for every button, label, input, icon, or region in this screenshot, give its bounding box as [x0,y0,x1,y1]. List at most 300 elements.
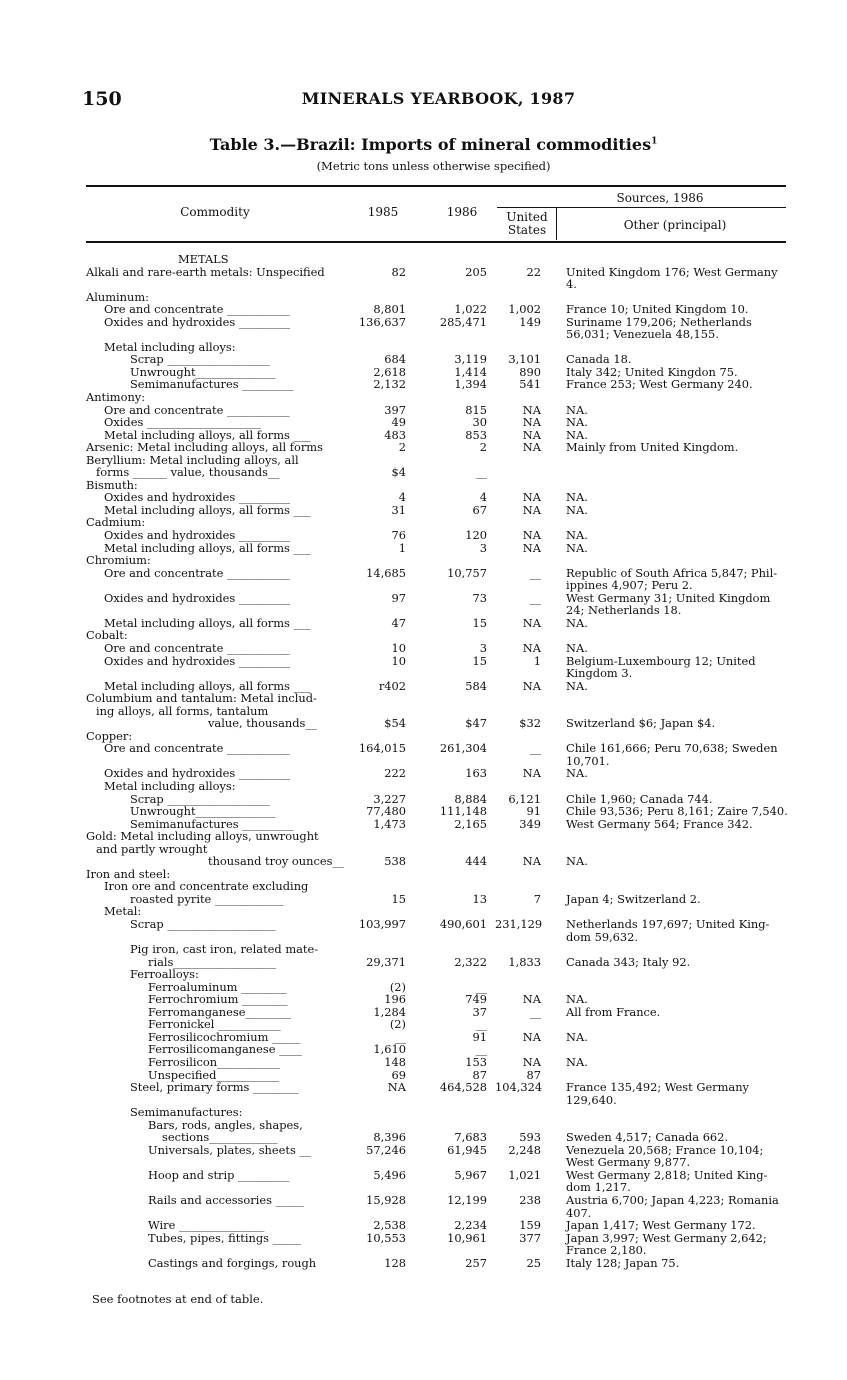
header-1985: 1985 [367,205,399,219]
table-row [0,805,847,818]
value-1986: 464,528 [439,1080,487,1095]
value-1985: 1 [398,540,406,555]
value-other-sources: NA. [566,1055,588,1069]
commodity-label: Oxides and hydroxides _________ [104,314,291,329]
commodity-label: Unwrought______________ [130,364,276,379]
value-united-states: 1 [533,653,541,668]
value-1985: 136,637 [358,314,406,329]
value-other-sources: 24; Netherlands 18. [566,603,682,618]
header-us-line2: States [507,223,547,237]
value-united-states: NA [522,502,541,517]
table-row [0,1106,847,1119]
value-united-states: 91 [526,804,541,819]
value-other-sources: France 10; United Kingdom 10. [566,302,749,317]
value-1986: 1,414 [454,364,487,379]
commodity-label: rials__________________ [148,954,276,969]
commodity-label: Metal including alloys, all forms ___ [104,502,311,517]
value-united-states: 349 [519,816,541,831]
table-row [0,981,847,994]
table-row [0,341,847,354]
commodity-label: Semimanufactures _________ [130,377,294,392]
commodity-label: Wire _______________ [148,1218,265,1233]
commodity-label: Antimony: [86,390,146,405]
value-united-states: 25 [526,1255,541,1270]
commodity-label: and partly wrought [96,841,208,856]
commodity-label: Semimanufactures: [130,1105,243,1120]
value-united-states: 1,021 [508,1167,541,1182]
commodity-label: Oxides ____________________ [104,415,261,430]
header-us-line1: United [506,210,548,224]
value-1986: 3 [479,540,487,555]
commodity-label: forms ______ value, thousands__ [96,465,280,480]
value-1985: 5,496 [373,1167,406,1182]
table-row [0,1006,847,1019]
value-1985: 2,618 [373,364,406,379]
commodity-label: Metal including alloys: [104,339,236,354]
value-other-sources: Japan 1,417; West Germany 172. [566,1218,756,1233]
value-1986: 91 [472,1029,487,1044]
value-united-states: NA [522,766,541,781]
value-1986: 261,304 [439,741,487,756]
commodity-label: Pig iron, cast iron, related mate- [130,942,319,957]
value-1985: 2,132 [373,377,406,392]
table-row [0,655,847,668]
value-united-states: __ [529,590,541,605]
commodity-label: Scrap ___________________ [130,916,276,931]
value-1985: 47 [391,615,406,630]
value-1986: 490,601 [439,916,487,931]
value-other-sources: West Germany 31; United Kingdom [566,590,771,605]
commodity-label: Hoop and strip _________ [148,1167,290,1182]
commodity-label: Metal including alloys, all forms ___ [104,427,311,442]
value-1985: 222 [384,766,406,781]
commodity-label: Iron ore and concentrate excluding [104,879,309,894]
table-row [0,931,847,944]
value-1985: 397 [384,402,406,417]
value-other-sources: NA. [566,528,588,543]
table-row [0,705,847,718]
value-other-sources: NA. [566,766,588,781]
value-other-sources: 4. [566,277,577,292]
value-other-sources: NA. [566,490,588,505]
value-other-sources: France 135,492; West Germany [566,1080,749,1095]
value-1986: 1,394 [454,377,487,392]
table-row [0,717,847,730]
table-body [0,253,847,1269]
value-1986: 10,757 [447,565,487,580]
value-1986: 4 [479,490,487,505]
table-row [0,1257,847,1270]
table-row [0,604,847,617]
commodity-label: Cadmium: [86,515,146,530]
value-united-states: 22 [526,264,541,279]
commodity-label: Ferroalloys: [130,967,199,982]
commodity-label: ing alloys, all forms, tantalum [96,703,269,718]
commodity-label: Oxides and hydroxides _________ [104,653,291,668]
value-1986: 1,022 [454,302,487,317]
value-other-sources: NA. [566,415,588,430]
value-1985: 1,473 [373,816,406,831]
commodity-label: Unwrought______________ [130,804,276,819]
header-top-rule [86,185,786,187]
value-1986: 5,967 [454,1167,487,1182]
header-commodity: Commodity [180,205,250,219]
value-1985: 10 [391,640,406,655]
value-united-states: 159 [519,1218,541,1233]
value-united-states: NA [522,1029,541,1044]
value-united-states: 2,248 [508,1142,541,1157]
commodity-label: Ferronickel ___________ [148,1017,281,1032]
value-united-states: 593 [519,1130,541,1145]
value-united-states: 890 [519,364,541,379]
value-united-states: NA [522,402,541,417]
value-other-sources: NA. [566,678,588,693]
table-row [0,303,847,316]
value-united-states: NA [522,415,541,430]
table-row [0,880,847,893]
value-1986: 815 [465,402,487,417]
value-other-sources: Kingdom 3. [566,666,633,681]
value-1986: 7,683 [454,1130,487,1145]
value-1985: __ [394,1029,406,1044]
value-united-states: 6,121 [508,791,541,806]
value-1985: 29,371 [366,954,406,969]
commodity-label: Copper: [86,728,133,743]
table-row [0,1244,847,1257]
value-1986: 163 [465,766,487,781]
commodity-label: Ore and concentrate ___________ [104,640,290,655]
commodity-label: Ore and concentrate ___________ [104,402,290,417]
commodity-label: sections____________ [162,1130,278,1145]
value-1985: 76 [391,528,406,543]
table-row [0,391,847,404]
commodity-label: Ore and concentrate ___________ [104,565,290,580]
commodity-label: Rails and accessories _____ [148,1193,305,1208]
commodity-label: Ferrosilicomanganese ____ [148,1042,302,1057]
value-1985: r402 [378,678,406,693]
value-1985: 4 [398,490,406,505]
table-row [0,328,847,341]
table-title-footnote: 1 [651,136,658,147]
value-1985: 2,538 [373,1218,406,1233]
commodity-label: Universals, plates, sheets __ [148,1142,311,1157]
commodity-label: Oxides and hydroxides _________ [104,528,291,543]
commodity-label: Ore and concentrate ___________ [104,741,290,756]
value-1985: 8,801 [373,302,406,317]
value-united-states: NA [522,992,541,1007]
value-1985: 10,553 [366,1230,406,1245]
value-1985: 57,246 [366,1142,406,1157]
table-row [0,1056,847,1069]
value-united-states: 87 [526,1067,541,1082]
value-other-sources: NA. [566,427,588,442]
commodity-label: roasted pyrite ____________ [130,891,284,906]
value-1985: 483 [384,427,406,442]
table-row [0,266,847,279]
value-united-states: 238 [519,1193,541,1208]
value-1985: 2 [398,440,406,455]
table-row [0,253,847,266]
value-1986: 749 [465,992,487,1007]
table-row [0,529,847,542]
commodity-label: Unspecified___________ [148,1067,280,1082]
commodity-label: Ferroaluminum ________ [148,979,287,994]
value-1986: 3 [479,640,487,655]
value-1986: 10,961 [447,1230,487,1245]
commodity-label: Ferrochromium ________ [148,992,288,1007]
value-united-states: $32 [519,716,541,731]
value-1986: 205 [465,264,487,279]
value-1986: 2 [479,440,487,455]
value-other-sources: dom 59,632. [566,929,639,944]
commodity-label: Ferrosilicon___________ [148,1055,280,1069]
table-row [0,1081,847,1094]
table-row [0,1169,847,1182]
value-1985: 31 [391,502,406,517]
value-1985: 1,610 [373,1042,406,1057]
table-row [0,1043,847,1056]
value-1985: 3,227 [373,791,406,806]
table-row [0,642,847,655]
page-number: 150 [82,88,122,110]
table-row [0,843,847,856]
table-row [0,1219,847,1232]
table-row [0,554,847,567]
table-row [0,1144,847,1157]
value-1985: 1,284 [373,1004,406,1019]
commodity-label: Metal including alloys, all forms ___ [104,615,311,630]
header-1986: 1986 [446,205,478,219]
value-united-states: 149 [519,314,541,329]
value-1986: 8,884 [454,791,487,806]
table-row [0,567,847,580]
table-row [0,592,847,605]
value-1985: 128 [384,1255,406,1270]
value-1985: $4 [391,465,406,480]
value-other-sources: Chile 93,536; Peru 8,161; Zaire 7,540. [566,804,788,819]
value-1985: 148 [384,1055,406,1069]
commodity-label: Oxides and hydroxides _________ [104,766,291,781]
commodity-label: Alkali and rare-earth metals: Unspecified [86,264,325,279]
value-1986: 13 [472,891,487,906]
value-1985: 82 [391,264,406,279]
value-1986: 15 [472,653,487,668]
value-1986: 257 [465,1255,487,1270]
value-1985: NA [387,1080,406,1095]
value-1986: 584 [465,678,487,693]
table-row [0,466,847,479]
value-1985: 15,928 [366,1193,406,1208]
table-row [0,316,847,329]
footer-note: See footnotes at end of table. [92,1292,264,1306]
value-1985: (2) [389,979,406,994]
value-1985: 103,997 [358,916,406,931]
value-1985: (2) [389,1017,406,1032]
value-united-states: NA [522,640,541,655]
table-subtitle: (Metric tons unless otherwise specified) [316,159,551,173]
value-other-sources: NA. [566,992,588,1007]
commodity-label: Metal: [104,904,142,919]
header-united-states [497,211,557,237]
value-1986: __ [475,465,487,480]
value-1985: $54 [384,716,406,731]
table-row [0,1094,847,1107]
table-row [0,742,847,755]
running-head: MINERALS YEARBOOK, 1987 [301,89,576,108]
value-other-sources: ippines 4,907; Peru 2. [566,578,693,593]
commodity-label: Columbium and tantalum: Metal includ- [86,691,317,706]
value-1986: __ [475,1017,487,1032]
value-other-sources: dom 1,217. [566,1180,631,1195]
value-other-sources: West Germany 9,877. [566,1155,691,1170]
value-other-sources: Italy 128; Japan 75. [566,1255,680,1270]
header-other: Other (principal) [623,218,727,232]
value-1985: 538 [384,854,406,869]
commodity-label: METALS [178,252,229,266]
value-united-states: __ [529,1004,541,1019]
value-united-states: 231,129 [495,916,543,931]
value-other-sources: Canada 18. [566,352,632,367]
value-other-sources: Chile 161,666; Peru 70,638; Sweden [566,741,778,756]
value-1985: 49 [391,415,406,430]
value-united-states: 104,324 [495,1080,543,1095]
value-1985: 97 [391,590,406,605]
value-other-sources: Suriname 179,206; Netherlands [566,314,752,329]
value-other-sources: Republic of South Africa 5,847; Phil- [566,565,778,580]
table-row [0,1018,847,1031]
table-row [0,278,847,291]
value-united-states: 541 [519,377,541,392]
commodity-label: Chromium: [86,553,151,568]
value-other-sources: West Germany 564; France 342. [566,816,753,831]
value-1986: 73 [472,590,487,605]
commodity-label: Beryllium: Metal including alloys, all [86,452,299,467]
value-united-states: NA [522,528,541,543]
value-1986: 853 [465,427,487,442]
value-other-sources: NA. [566,615,588,630]
value-other-sources: Netherlands 197,697; United King- [566,916,770,931]
value-united-states: __ [529,565,541,580]
value-other-sources: Chile 1,960; Canada 744. [566,791,713,806]
table-row [0,968,847,981]
value-other-sources: Mainly from United Kingdom. [566,440,739,455]
value-1986: 37 [472,1004,487,1019]
value-1985: 196 [384,992,406,1007]
value-united-states: 3,101 [508,352,541,367]
value-1986: 2,165 [454,816,487,831]
value-other-sources: West Germany 2,818; United King- [566,1167,768,1182]
table-title-text: Table 3.—Brazil: Imports of mineral commodities [209,135,652,154]
table-row [0,579,847,592]
commodity-label: Ferromanganese________ [148,1004,292,1019]
table-row [0,1131,847,1144]
table-title [0,135,847,154]
value-other-sources: Venezuela 20,568; France 10,104; [566,1142,764,1157]
value-other-sources: NA. [566,854,588,869]
table-row [0,855,847,868]
table-row [0,692,847,705]
value-other-sources: France 253; West Germany 240. [566,377,753,392]
table-row [0,416,847,429]
value-united-states: NA [522,678,541,693]
commodity-label: Iron and steel: [86,866,171,881]
value-other-sources: Switzerland $6; Japan $4. [566,716,716,731]
value-1986: 3,119 [454,352,487,367]
commodity-label: Gold: Metal including alloys, unwrought [86,829,319,844]
value-1985: 77,480 [366,804,406,819]
commodity-label: Metal including alloys: [104,778,236,793]
value-1986: __ [475,979,487,994]
header-bottom-rule [86,241,786,243]
value-1986: 2,234 [454,1218,487,1233]
table-row [0,1194,847,1207]
value-united-states: NA [522,440,541,455]
value-other-sources: Italy 342; United Kingdon 75. [566,364,738,379]
commodity-label: Metal including alloys, all forms ___ [104,678,311,693]
value-1986: 2,322 [454,954,487,969]
value-united-states: 1,002 [508,302,541,317]
commodity-label: Scrap __________________ [130,791,270,806]
value-1986: __ [475,1042,487,1057]
table-row [0,918,847,931]
value-other-sources: 10,701. [566,753,610,768]
value-1986: 153 [465,1055,487,1069]
value-1985: 8,396 [373,1130,406,1145]
value-1986: 120 [465,528,487,543]
commodity-label: Metal including alloys, all forms ___ [104,540,311,555]
commodity-label: Oxides and hydroxides _________ [104,490,291,505]
value-1986: 87 [472,1067,487,1082]
table-row [0,1232,847,1245]
commodity-label: Semimanufactures _________ [130,816,294,831]
commodity-label: Steel, primary forms ________ [130,1080,299,1095]
commodity-label: Cobalt: [86,628,128,643]
value-1986: 285,471 [439,314,487,329]
value-other-sources: Japan 4; Switzerland 2. [566,891,701,906]
value-other-sources: NA. [566,640,588,655]
commodity-label: Oxides and hydroxides _________ [104,590,291,605]
commodity-label: Castings and forgings, rough [148,1255,317,1270]
commodity-label: Aluminum: [86,289,149,304]
value-1985: 69 [391,1067,406,1082]
value-1986: 444 [465,854,487,869]
value-other-sources: France 2,180. [566,1243,647,1258]
value-1986: 61,945 [447,1142,487,1157]
value-other-sources: Belgium-Luxembourg 12; United [566,653,756,668]
commodity-label: Bars, rods, angles, shapes, [148,1117,303,1132]
value-1985: 10 [391,653,406,668]
value-other-sources: All from France. [566,1004,661,1019]
table-row [0,830,847,843]
commodity-label: Tubes, pipes, fittings _____ [148,1230,302,1245]
value-other-sources: Austria 6,700; Japan 4,223; Romania [566,1193,779,1208]
table-row [0,993,847,1006]
value-other-sources: 407. [566,1205,592,1220]
value-other-sources: NA. [566,540,588,555]
header-sources: Sources, 1986 [616,191,704,205]
commodity-label: Ferrosilicochromium _____ [148,1029,301,1044]
value-united-states: NA [522,540,541,555]
value-other-sources: NA. [566,1029,588,1044]
value-1985: 14,685 [366,565,406,580]
value-other-sources: Sweden 4,517; Canada 662. [566,1130,729,1145]
value-united-states: NA [522,854,541,869]
table-row [0,956,847,969]
value-united-states: NA [522,427,541,442]
value-other-sources: NA. [566,502,588,517]
value-united-states: 7 [533,891,541,906]
value-other-sources: NA. [566,402,588,417]
